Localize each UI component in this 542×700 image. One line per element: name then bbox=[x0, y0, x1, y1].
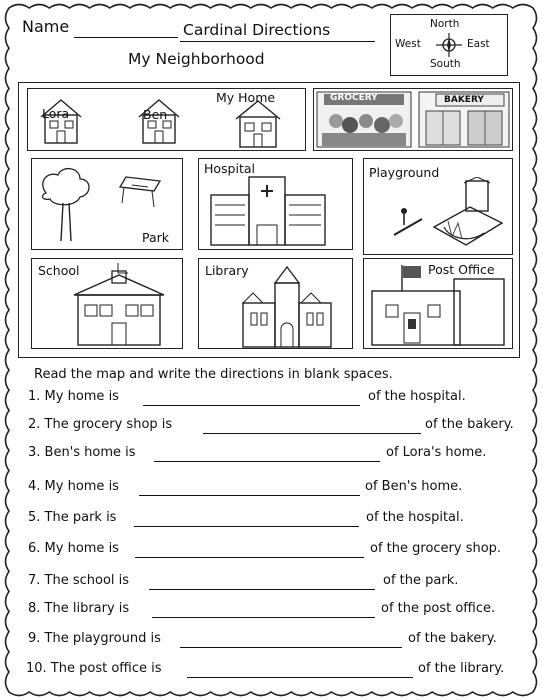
my-home-house-icon bbox=[233, 99, 283, 149]
question-1-answer[interactable] bbox=[143, 405, 360, 406]
compass-box bbox=[390, 14, 508, 76]
ben-label: Ben bbox=[143, 107, 168, 122]
post-office-label: Post Office bbox=[428, 262, 495, 277]
school-label: School bbox=[38, 263, 80, 278]
question-4-answer[interactable] bbox=[139, 495, 360, 496]
name-label: Name bbox=[22, 17, 70, 36]
school-cell bbox=[31, 258, 183, 349]
compass-east: East bbox=[467, 38, 490, 50]
question-4-prompt: 4. My home is bbox=[28, 479, 119, 494]
title-underline bbox=[180, 41, 375, 42]
question-9-prompt: 9. The playground is bbox=[28, 631, 161, 646]
question-5-prompt: 5. The park is bbox=[28, 510, 117, 525]
question-10-prompt: 10. The post office is bbox=[26, 661, 162, 676]
question-3-suffix: of Lora's home. bbox=[386, 445, 487, 460]
compass-north: North bbox=[430, 18, 460, 30]
question-10-answer[interactable] bbox=[187, 677, 413, 678]
park-cell bbox=[31, 158, 183, 250]
question-6-prompt: 6. My home is bbox=[28, 541, 119, 556]
question-9-suffix: of the bakery. bbox=[408, 631, 497, 646]
question-6-answer[interactable] bbox=[135, 557, 364, 558]
instructions: Read the map and write the directions in blank spaces. bbox=[34, 367, 393, 382]
worksheet-title: Cardinal Directions bbox=[183, 21, 331, 39]
question-2-suffix: of the bakery. bbox=[425, 417, 514, 432]
library-label: Library bbox=[205, 263, 249, 278]
school-icon bbox=[72, 261, 176, 347]
park-label: Park bbox=[142, 230, 170, 245]
question-3-answer[interactable] bbox=[154, 461, 380, 462]
houses-cell bbox=[27, 88, 306, 151]
question-8-answer[interactable] bbox=[152, 617, 375, 618]
hospital-cell bbox=[198, 158, 353, 250]
name-blank[interactable] bbox=[74, 37, 178, 38]
question-2-prompt: 2. The grocery shop is bbox=[28, 417, 173, 432]
question-5-answer[interactable] bbox=[134, 526, 359, 527]
question-5-suffix: of the hospital. bbox=[366, 510, 464, 525]
worksheet-subtitle: My Neighborhood bbox=[128, 50, 265, 68]
library-cell bbox=[198, 258, 353, 349]
my-home-label: My Home bbox=[216, 90, 276, 105]
question-10-suffix: of the library. bbox=[418, 661, 505, 676]
question-1-suffix: of the hospital. bbox=[368, 389, 466, 404]
question-7-suffix: of the park. bbox=[383, 573, 459, 588]
question-6-suffix: of the grocery shop. bbox=[370, 541, 502, 556]
question-8-suffix: of the post office. bbox=[381, 601, 496, 616]
playground-label: Playground bbox=[369, 165, 440, 180]
question-7-answer[interactable] bbox=[149, 589, 375, 590]
bakery bbox=[418, 91, 510, 148]
compass-west: West bbox=[395, 38, 421, 50]
grocery-shop bbox=[316, 91, 412, 148]
question-1-prompt: 1. My home is bbox=[28, 389, 119, 404]
hospital-label: Hospital bbox=[204, 161, 256, 176]
question-4-suffix: of Ben's home. bbox=[365, 479, 463, 494]
post-office-cell bbox=[363, 258, 513, 349]
question-8-prompt: 8. The library is bbox=[28, 601, 130, 616]
lora-house-icon bbox=[38, 97, 84, 145]
lora-label: Lora bbox=[42, 106, 70, 121]
question-7-prompt: 7. The school is bbox=[28, 573, 130, 588]
shops-cell bbox=[313, 88, 513, 151]
compass-rose-icon bbox=[435, 32, 463, 58]
question-3-prompt: 3. Ben's home is bbox=[28, 445, 136, 460]
grocery-sign: GROCERY bbox=[330, 93, 378, 103]
question-2-answer[interactable] bbox=[203, 433, 421, 434]
library-icon bbox=[233, 265, 345, 349]
playground-icon bbox=[374, 177, 510, 253]
bakery-sign: BAKERY bbox=[444, 95, 484, 105]
compass-south: South bbox=[430, 58, 461, 70]
question-9-answer[interactable] bbox=[180, 647, 402, 648]
hospital-icon bbox=[207, 173, 347, 247]
playground-cell bbox=[363, 158, 513, 255]
